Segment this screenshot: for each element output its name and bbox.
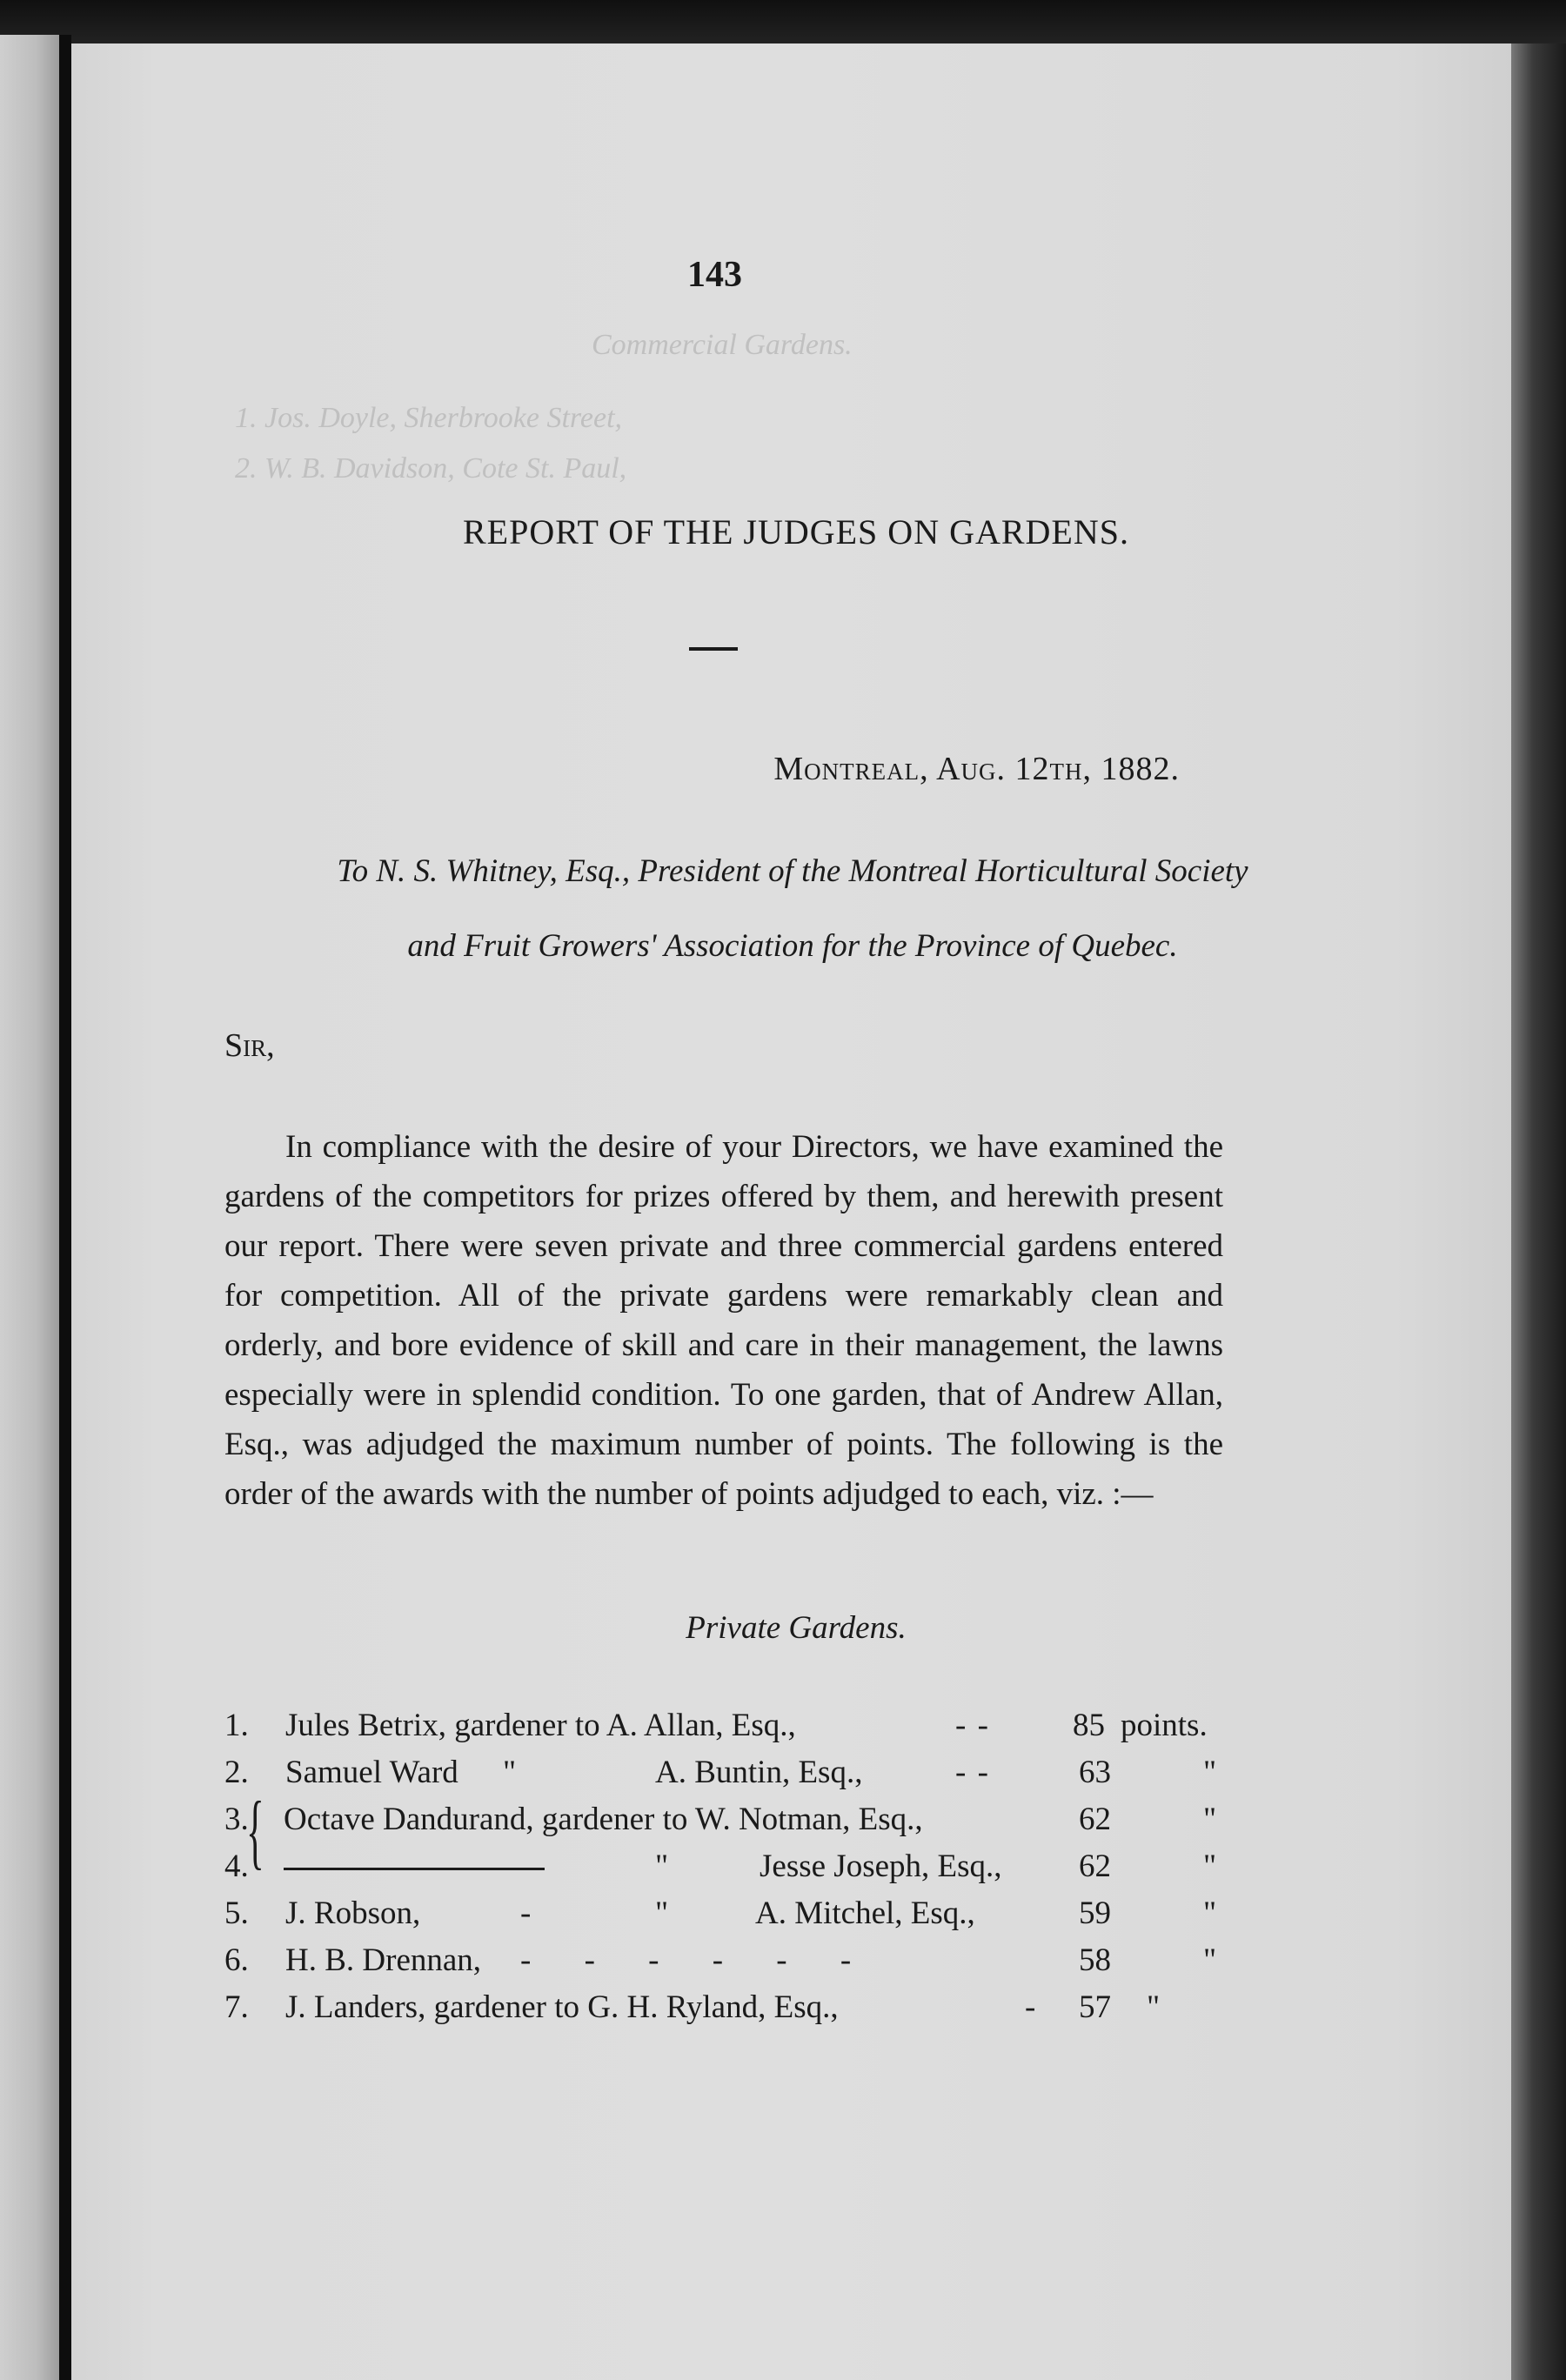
award-unit: points. bbox=[1121, 1708, 1208, 1743]
award-row bbox=[224, 1754, 1225, 1802]
award-name: J. Robson, bbox=[285, 1895, 421, 1931]
award-rank: 4. bbox=[224, 1849, 249, 1884]
address-line: To N. S. Whitney, Esq., President of the Montreal Horticultural Society bbox=[337, 853, 1248, 889]
salutation: Sir, bbox=[224, 1027, 275, 1064]
leader-dashes: - - bbox=[955, 1755, 990, 1790]
award-unit: " bbox=[1203, 1895, 1217, 1931]
address-line: and Fruit Growers' Association for the Province of Quebec. bbox=[407, 928, 1178, 964]
bleed-through-heading: Commercial Gardens. bbox=[592, 329, 853, 361]
award-score: 59 bbox=[1079, 1895, 1111, 1931]
award-employer: A. Buntin, Esq., bbox=[655, 1755, 863, 1790]
ditto-mark: " bbox=[655, 1849, 669, 1884]
award-score: 58 bbox=[1079, 1942, 1111, 1978]
page-fore-edge bbox=[1511, 43, 1566, 2380]
award-score: 85 bbox=[1073, 1708, 1105, 1743]
page-title: REPORT OF THE JUDGES ON GARDENS. bbox=[463, 512, 1129, 552]
previous-page-edge bbox=[0, 35, 61, 2380]
award-name: Samuel Ward bbox=[285, 1755, 458, 1790]
award-row bbox=[224, 1989, 1225, 2037]
leader-dashes: - bbox=[1025, 1989, 1036, 2025]
award-name: Jules Betrix, gardener to A. Allan, Esq., bbox=[285, 1708, 796, 1743]
award-rank: 6. bbox=[224, 1942, 249, 1978]
leader-dashes: - - - - - - bbox=[520, 1942, 853, 1978]
award-name: J. Landers, gardener to G. H. Ryland, Esq., bbox=[285, 1989, 839, 2025]
award-rank: 5. bbox=[224, 1895, 249, 1931]
award-unit: " bbox=[1203, 1755, 1217, 1790]
award-unit: " bbox=[1203, 1849, 1217, 1884]
bleed-through-line: 2. W. B. Davidson, Cote St. Paul, bbox=[235, 452, 627, 485]
award-rank: 3. bbox=[224, 1802, 249, 1837]
award-row bbox=[224, 1895, 1225, 1943]
scan-top-edge bbox=[0, 0, 1566, 43]
blank-name-line bbox=[284, 1848, 545, 1885]
award-name: Octave Dandurand, gardener to W. Notman, Esq., bbox=[284, 1802, 923, 1837]
award-unit: " bbox=[1203, 1802, 1217, 1837]
award-employer: A. Mitchel, Esq., bbox=[755, 1895, 975, 1931]
bleed-through-line: 1. Jos. Doyle, Sherbrooke Street, bbox=[235, 402, 623, 434]
award-score: 57 bbox=[1079, 1989, 1111, 2025]
dateline: Montreal, Aug. 12th, 1882. bbox=[773, 751, 1180, 787]
award-employer: Jesse Joseph, Esq., bbox=[760, 1849, 1002, 1884]
leader-dashes: - - bbox=[955, 1708, 990, 1743]
leader-dashes: - bbox=[520, 1895, 532, 1931]
award-row bbox=[224, 1801, 1225, 1849]
bracket-brace: { bbox=[246, 1784, 264, 1877]
award-row bbox=[224, 1942, 1225, 1990]
award-rank: 1. bbox=[224, 1708, 249, 1743]
ditto-mark: " bbox=[655, 1895, 669, 1931]
award-rank: 2. bbox=[224, 1755, 249, 1790]
award-unit: " bbox=[1147, 1989, 1161, 2025]
report-body-paragraph: In compliance with the desire of your Directors, we have examined the gardens of the competitors for prizes offered by them, and herewith present our report. There were seven private and three commercial gardens entered for competition. All of the private gardens were remarkably clean and orderly, and bore evidence of skill and care in their management, the lawns especially were in splendid condition. To one garden, that of Andrew Allan, Esq., was adjudged the maximum number of points. The following is the order of the awards with the number of points adjudged to each, viz. :— bbox=[224, 1129, 1223, 1512]
award-row bbox=[224, 1848, 1225, 1896]
award-rank: 7. bbox=[224, 1989, 249, 2025]
page-number: 143 bbox=[687, 255, 742, 295]
ditto-mark: " bbox=[503, 1755, 517, 1790]
award-score: 62 bbox=[1079, 1849, 1111, 1884]
title-divider bbox=[689, 647, 738, 651]
award-score: 62 bbox=[1079, 1802, 1111, 1837]
book-gutter bbox=[59, 35, 71, 2380]
award-name: H. B. Drennan, bbox=[285, 1942, 482, 1978]
award-unit: " bbox=[1203, 1942, 1217, 1978]
award-row bbox=[224, 1707, 1225, 1755]
awards-list-heading: Private Gardens. bbox=[686, 1610, 907, 1646]
award-score: 63 bbox=[1079, 1755, 1111, 1790]
